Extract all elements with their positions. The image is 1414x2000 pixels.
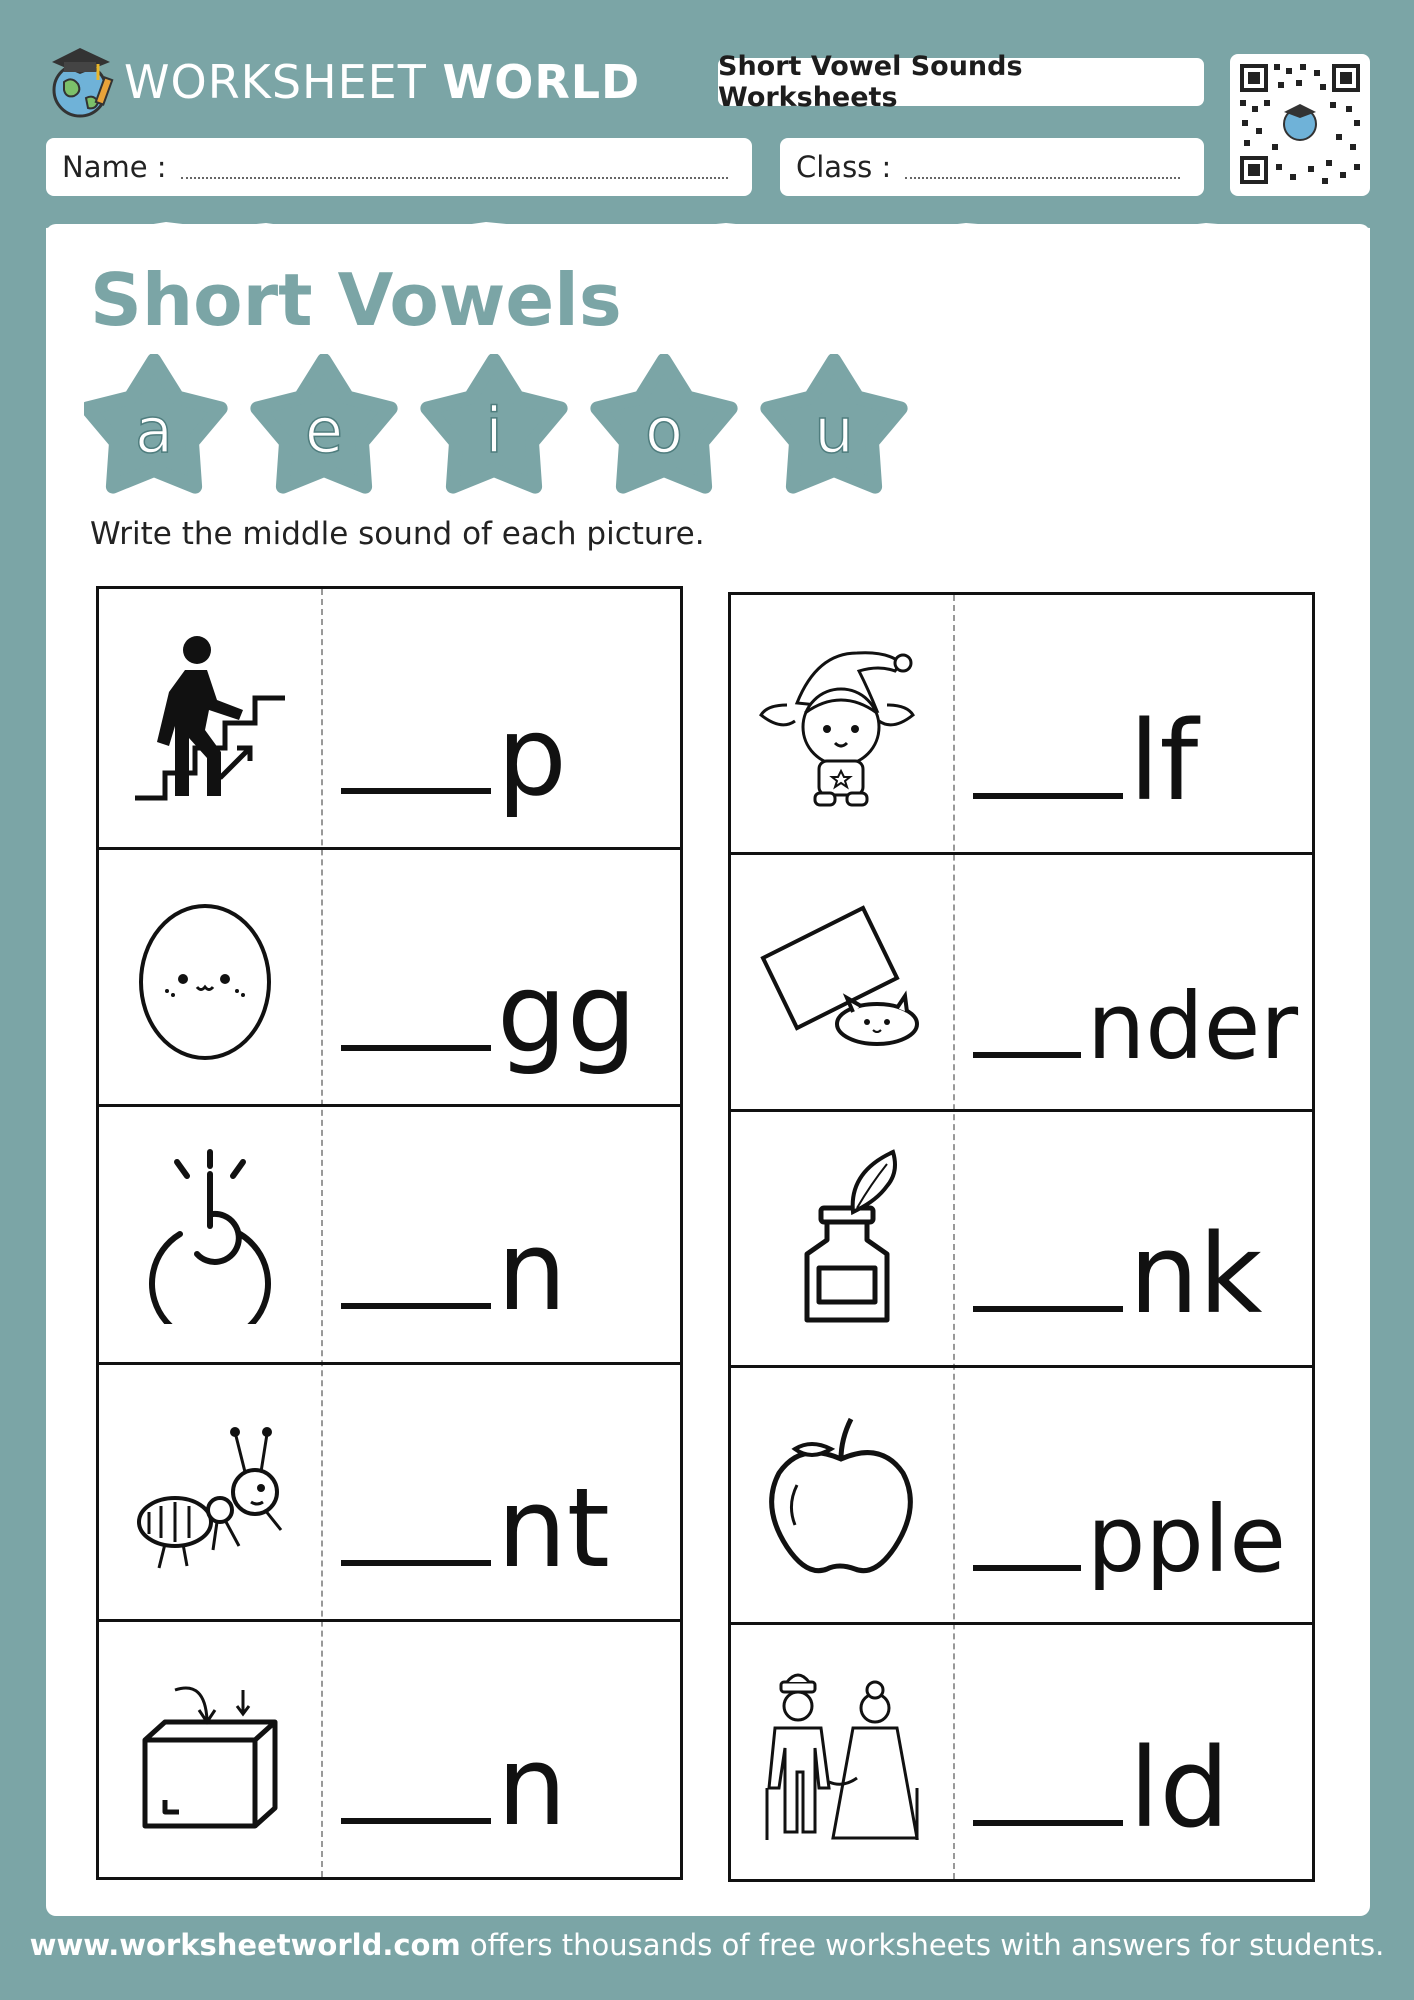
ant-icon <box>99 1365 321 1620</box>
word-suffix: n <box>497 1206 567 1335</box>
answer-cell[interactable] <box>321 850 680 1105</box>
brand-name-bold: WORLD <box>442 55 641 109</box>
climbing-stairs-icon <box>99 589 321 847</box>
exercise-row <box>731 1109 1312 1366</box>
answer-blank[interactable] <box>341 1045 491 1051</box>
brand-name-light: WORKSHEET <box>124 55 427 109</box>
box-in-icon <box>99 1622 321 1877</box>
word-suffix: pple <box>1087 1486 1286 1594</box>
word-prompt <box>973 696 1199 825</box>
power-button-icon <box>99 1107 321 1362</box>
answer-blank[interactable] <box>973 1052 1081 1058</box>
brand <box>46 42 640 122</box>
ink-bottle-icon <box>731 1112 953 1366</box>
exercise-row <box>731 852 1312 1109</box>
word-prompt <box>341 1721 567 1850</box>
vowel-letter-o: o <box>645 394 683 467</box>
worksheet-title: Short Vowel Sounds Worksheets <box>718 58 1204 106</box>
exercise-row <box>731 595 1312 852</box>
word-prompt <box>973 1486 1286 1594</box>
vowel-stars <box>84 354 924 500</box>
word-prompt <box>973 972 1299 1080</box>
old-couple-icon <box>731 1625 953 1879</box>
word-suffix: p <box>497 691 567 820</box>
footer <box>0 1928 1414 1962</box>
instructions: Write the middle sound of each picture. <box>90 516 705 552</box>
answer-cell[interactable] <box>953 595 1312 852</box>
word-suffix: lf <box>1129 696 1199 825</box>
answer-blank[interactable] <box>341 1818 491 1824</box>
cat-under-box-icon <box>731 855 953 1109</box>
answer-cell[interactable] <box>321 1622 680 1877</box>
exercise-table-left <box>96 586 683 1880</box>
answer-cell[interactable] <box>953 1368 1312 1622</box>
word-suffix: ld <box>1129 1723 1230 1852</box>
class-label: Class : <box>796 150 892 184</box>
name-line <box>181 177 728 179</box>
exercise-row <box>731 1622 1312 1879</box>
qr-code <box>1230 54 1370 196</box>
answer-cell[interactable] <box>321 1107 680 1362</box>
name-field[interactable] <box>46 138 752 196</box>
word-suffix: nt <box>497 1464 610 1593</box>
answer-blank[interactable] <box>973 1306 1123 1312</box>
answer-blank[interactable] <box>973 793 1123 799</box>
exercise-row <box>99 1619 680 1877</box>
brand-name <box>124 55 640 109</box>
qr-code-icon <box>1230 54 1370 196</box>
vowel-letter-u: u <box>814 394 854 467</box>
answer-blank[interactable] <box>341 1560 491 1566</box>
word-prompt <box>341 1464 610 1593</box>
exercise-row <box>731 1365 1312 1622</box>
word-prompt <box>341 691 567 820</box>
vowel-letter-a: a <box>135 394 173 467</box>
exercise-row <box>99 847 680 1105</box>
answer-cell[interactable] <box>953 855 1312 1109</box>
answer-blank[interactable] <box>973 1565 1081 1571</box>
footer-text: offers thousands of free worksheets with answers for students. <box>460 1928 1385 1962</box>
word-suffix: nder <box>1087 972 1299 1080</box>
exercise-table-right <box>728 592 1315 1882</box>
answer-cell[interactable] <box>321 589 680 847</box>
word-suffix: gg <box>497 949 637 1078</box>
class-field[interactable] <box>780 138 1204 196</box>
answer-cell[interactable] <box>953 1112 1312 1366</box>
word-prompt <box>341 1206 567 1335</box>
apple-icon <box>731 1368 953 1622</box>
word-prompt <box>973 1210 1263 1339</box>
footer-link[interactable]: www.worksheetworld.com <box>29 1928 461 1962</box>
name-label: Name : <box>62 150 167 184</box>
class-line <box>905 177 1180 179</box>
answer-cell[interactable] <box>321 1365 680 1620</box>
elf-icon <box>731 595 953 852</box>
vowel-letter-i: i <box>485 394 503 467</box>
exercise-row <box>99 589 680 847</box>
word-prompt <box>973 1723 1230 1852</box>
word-prompt <box>341 949 637 1078</box>
word-suffix: n <box>497 1721 567 1850</box>
globe-logo-icon <box>46 42 118 122</box>
answer-blank[interactable] <box>341 788 491 794</box>
answer-cell[interactable] <box>953 1625 1312 1879</box>
page-title: Short Vowels <box>90 258 622 342</box>
egg-icon <box>99 850 321 1105</box>
vowel-letter-e: e <box>304 394 344 467</box>
answer-blank[interactable] <box>973 1820 1123 1826</box>
answer-blank[interactable] <box>341 1303 491 1309</box>
word-suffix: nk <box>1129 1210 1263 1339</box>
exercise-row <box>99 1362 680 1620</box>
exercise-row <box>99 1104 680 1362</box>
